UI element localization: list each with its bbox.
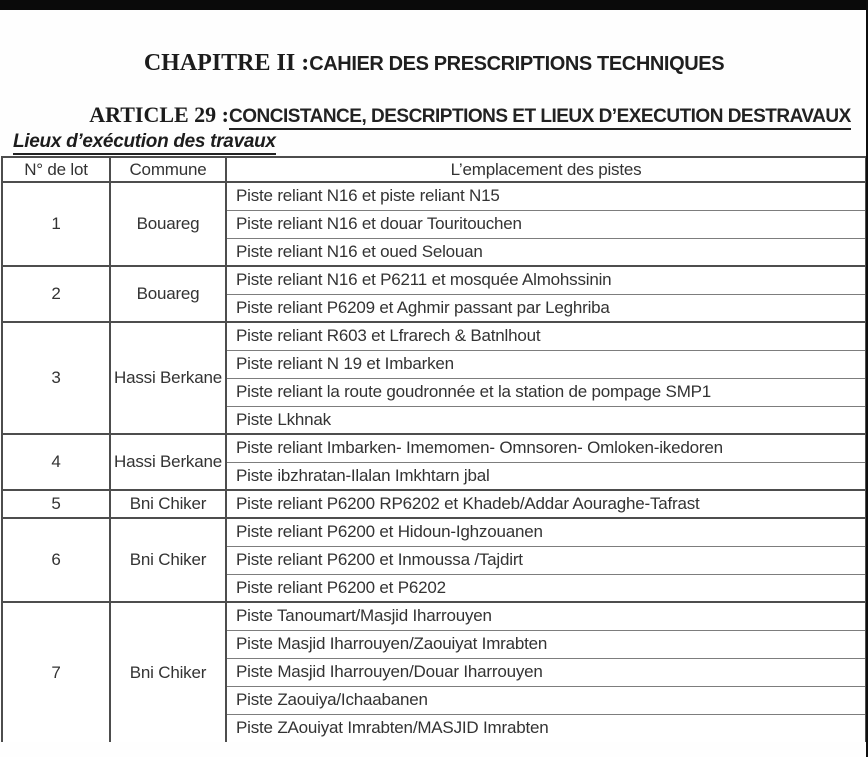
chapter-heading bbox=[0, 50, 868, 77]
section-subtitle-text: Lieux d’exécution des travaux bbox=[13, 131, 276, 155]
piste-cell: Piste reliant P6200 RP6202 et Khadeb/Addar Aouraghe-Tafrast bbox=[226, 490, 866, 518]
lot-number-cell: 3 bbox=[2, 322, 110, 434]
piste-cell: Piste ibzhratan-Ilalan Imkhtarn jbal bbox=[226, 462, 866, 490]
commune-cell: Bni Chiker bbox=[110, 490, 226, 518]
piste-cell: Piste reliant N16 et douar Touritouchen bbox=[226, 210, 866, 238]
article-label: ARTICLE 29 : bbox=[89, 102, 230, 127]
table-row bbox=[2, 602, 866, 630]
piste-cell: Piste reliant N16 et oued Selouan bbox=[226, 238, 866, 266]
piste-cell: Piste reliant Imbarken- Imemomen- Omnsoren- Omloken-ikedoren bbox=[226, 434, 866, 462]
lot-number-cell: 6 bbox=[2, 518, 110, 602]
commune-cell: Bouareg bbox=[110, 182, 226, 266]
piste-cell: Piste Masjid Iharrouyen/Douar Iharrouyen bbox=[226, 658, 866, 686]
lots-table bbox=[1, 156, 867, 742]
article-heading bbox=[36, 102, 868, 128]
piste-cell: Piste reliant P6200 et Hidoun-Ighzouanen bbox=[226, 518, 866, 546]
piste-cell: Piste reliant N16 et P6211 et mosquée Almohssinin bbox=[226, 266, 866, 294]
lot-number-cell: 2 bbox=[2, 266, 110, 322]
piste-cell: Piste ZAouiyat Imrabten/MASJID Imrabten bbox=[226, 714, 866, 742]
piste-cell: Piste reliant P6209 et Aghmir passant par Leghriba bbox=[226, 294, 866, 322]
piste-cell: Piste reliant N 19 et Imbarken bbox=[226, 350, 866, 378]
chapter-label: CHAPITRE II : bbox=[143, 50, 310, 76]
commune-cell: Hassi Berkane bbox=[110, 322, 226, 434]
col-header-commune: Commune bbox=[110, 157, 226, 182]
commune-cell: Bouareg bbox=[110, 266, 226, 322]
piste-cell: Piste Lkhnak bbox=[226, 406, 866, 434]
table-row bbox=[2, 266, 866, 294]
lot-number-cell: 1 bbox=[2, 182, 110, 266]
chapter-title: CAHIER DES PRESCRIPTIONS TECHNIQUES bbox=[309, 53, 725, 75]
table-row bbox=[2, 434, 866, 462]
piste-cell: Piste reliant P6200 et Inmoussa /Tajdirt bbox=[226, 546, 866, 574]
commune-cell: Bni Chiker bbox=[110, 518, 226, 602]
commune-cell: Bni Chiker bbox=[110, 602, 226, 742]
article-title: CONCISTANCE, DESCRIPTIONS ET LIEUX D’EXECUTION DESTRAVAUX bbox=[229, 106, 851, 130]
table-row bbox=[2, 322, 866, 350]
scan-top-bar bbox=[0, 0, 868, 10]
table-row bbox=[2, 518, 866, 546]
lot-number-cell: 5 bbox=[2, 490, 110, 518]
piste-cell: Piste Tanoumart/Masjid Iharrouyen bbox=[226, 602, 866, 630]
piste-cell: Piste Zaouiya/Ichaabanen bbox=[226, 686, 866, 714]
commune-cell: Hassi Berkane bbox=[110, 434, 226, 490]
col-header-emplacement: L’emplacement des pistes bbox=[226, 157, 866, 182]
col-header-lot: N° de lot bbox=[2, 157, 110, 182]
lot-number-cell: 7 bbox=[2, 602, 110, 742]
section-subtitle bbox=[13, 131, 276, 153]
table-row bbox=[2, 182, 866, 210]
piste-cell: Piste Masjid Iharrouyen/Zaouiyat Imrabten bbox=[226, 630, 866, 658]
piste-cell: Piste reliant la route goudronnée et la station de pompage SMP1 bbox=[226, 378, 866, 406]
piste-cell: Piste reliant R603 et Lfrarech & Batnlhout bbox=[226, 322, 866, 350]
table-row bbox=[2, 490, 866, 518]
lot-number-cell: 4 bbox=[2, 434, 110, 490]
piste-cell: Piste reliant N16 et piste reliant N15 bbox=[226, 182, 866, 210]
table-header-row bbox=[2, 157, 866, 182]
piste-cell: Piste reliant P6200 et P6202 bbox=[226, 574, 866, 602]
